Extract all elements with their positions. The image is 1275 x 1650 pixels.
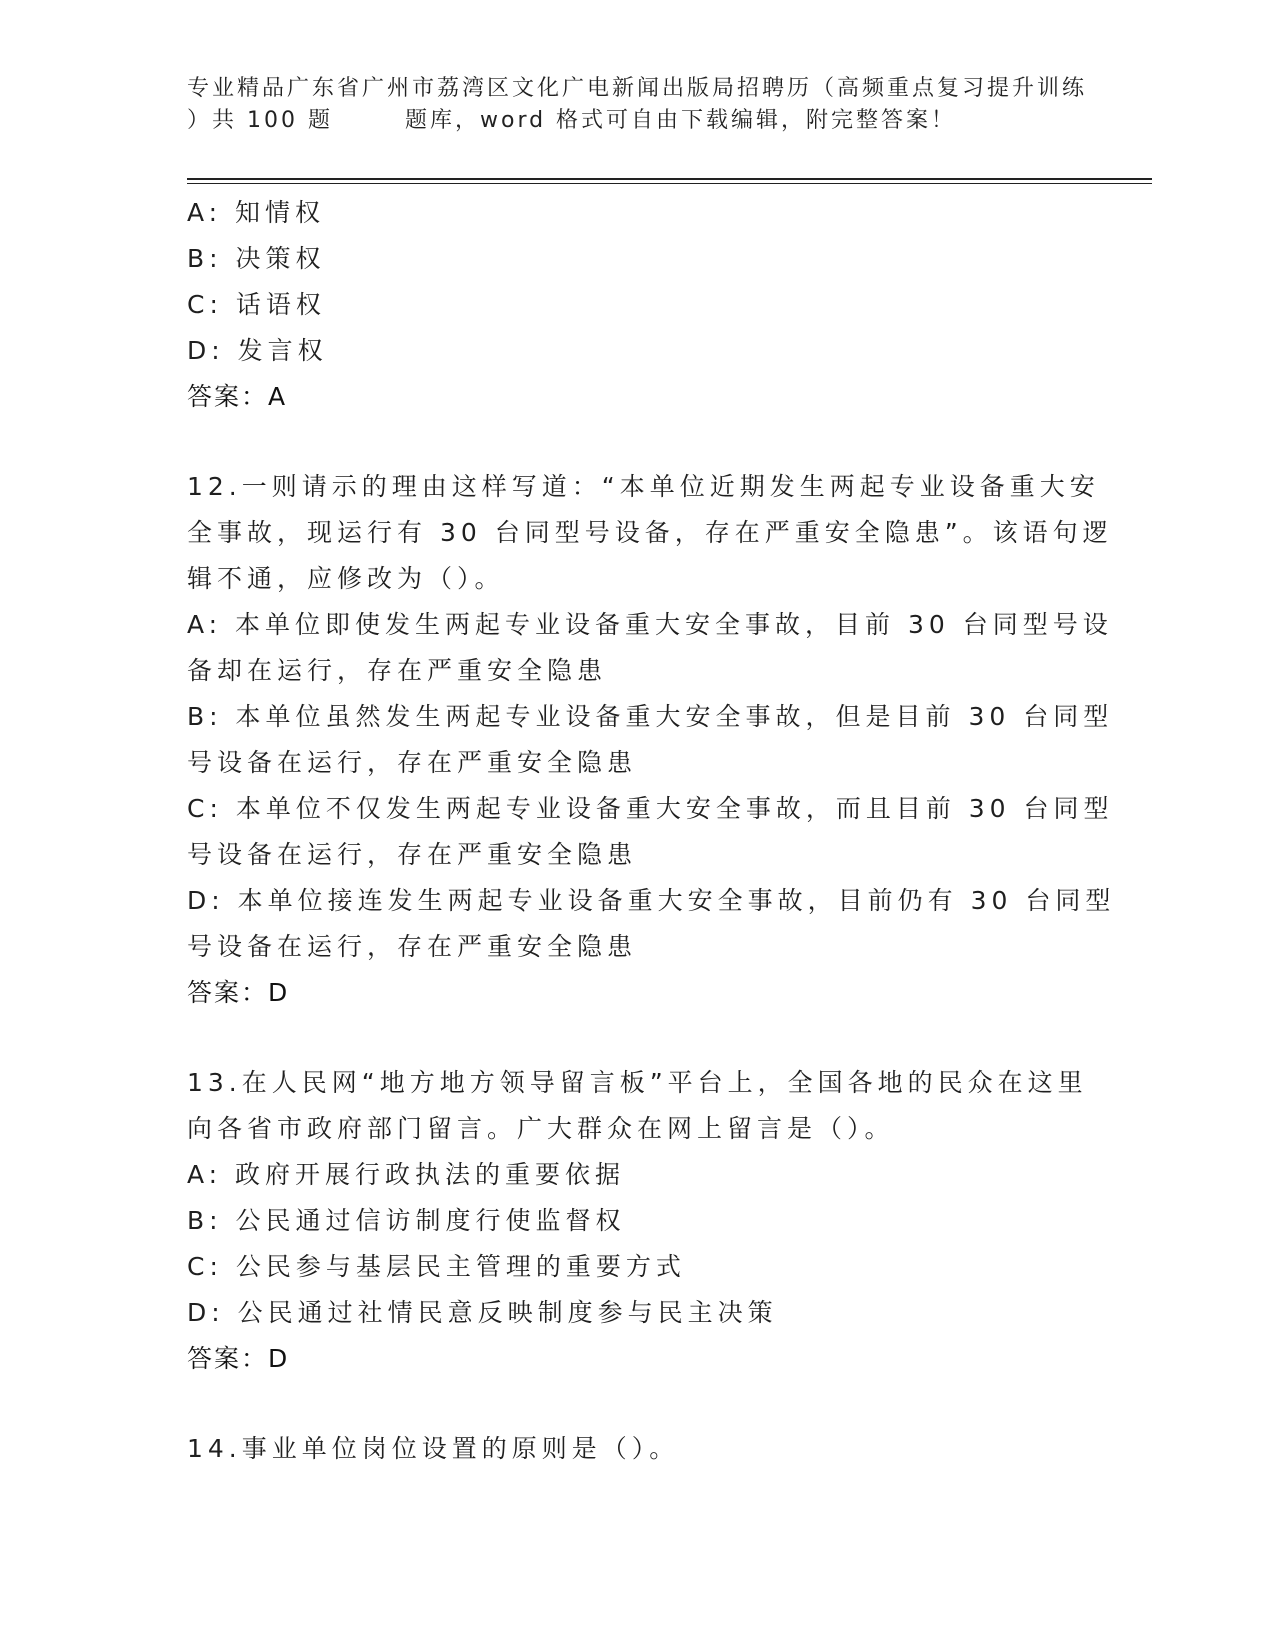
option-c: C: 本单位不仅发生两起专业设备重大安全事故，而且目前 30 台同型 (187, 794, 1114, 823)
option-a: A: 本单位即使发生两起专业设备重大安全事故，目前 30 台同型号设 (187, 610, 1113, 639)
header-divider-thick (187, 178, 1152, 180)
answer-label: 答案：A (187, 382, 288, 411)
question-block-12 (187, 464, 1116, 1016)
question-block-11 (187, 190, 1087, 420)
question-text: 14.事业单位岗位设置的原则是（）。 (187, 1434, 680, 1463)
option-c: C: 公民参与基层民主管理的重要方式 (187, 1252, 686, 1281)
answer-label: 答案：D (187, 978, 290, 1007)
question-block-14 (187, 1426, 1087, 1472)
answer-label: 答案：D (187, 1344, 290, 1373)
option-a: A: 政府开展行政执法的重要依据 (187, 1160, 626, 1189)
block-spacer (187, 1016, 1087, 1060)
block-spacer (187, 420, 1087, 464)
header-question-count: ）共 100 题 (187, 108, 333, 133)
question-block-13 (187, 1060, 1087, 1382)
option-a: A: 知情权 (187, 198, 326, 227)
option-c-continued: 号设备在运行，存在严重安全隐患 (187, 840, 638, 869)
header-title-line-2 (187, 105, 1087, 137)
option-b: B: 决策权 (187, 244, 326, 273)
option-d: D: 发言权 (187, 336, 328, 365)
header-title-line-1: 专业精品广东省广州市荔湾区文化广电新闻出版局招聘历（高频重点复习提升训练 (187, 76, 1088, 101)
block-spacer (187, 1382, 1087, 1426)
option-b: B: 公民通过信访制度行使监督权 (187, 1206, 626, 1235)
header-description: 题库，word 格式可自由下载编辑，附完整答案！ (404, 108, 957, 133)
option-d-continued: 号设备在运行，存在严重安全隐患 (187, 932, 638, 961)
question-text: 12.一则请示的理由这样写道：“本单位近期发生两起专业设备重大安 (187, 472, 1100, 501)
question-text: 13.在人民网“地方地方领导留言板”平台上，全国各地的民众在这里 (187, 1068, 1088, 1097)
option-d: D: 公民通过社情民意反映制度参与民主决策 (187, 1298, 778, 1327)
option-a-continued: 备却在运行，存在严重安全隐患 (187, 656, 608, 685)
question-text: 全事故，现运行有 30 台同型号设备，存在严重安全隐患”。该语句逻 (187, 518, 1113, 547)
option-b-continued: 号设备在运行，存在严重安全隐患 (187, 748, 638, 777)
option-c: C: 话语权 (187, 290, 326, 319)
question-text: 向各省市政府部门留言。广大群众在网上留言是（）。 (187, 1114, 895, 1143)
option-d: D: 本单位接连发生两起专业设备重大安全事故，目前仍有 30 台同型 (187, 886, 1116, 915)
question-content (187, 190, 1116, 1472)
document-header (187, 73, 1087, 137)
option-b: B: 本单位虽然发生两起专业设备重大安全事故，但是目前 30 台同型 (187, 702, 1114, 731)
header-divider-thin (187, 183, 1152, 184)
question-text: 辑不通，应修改为（）。 (187, 564, 505, 593)
